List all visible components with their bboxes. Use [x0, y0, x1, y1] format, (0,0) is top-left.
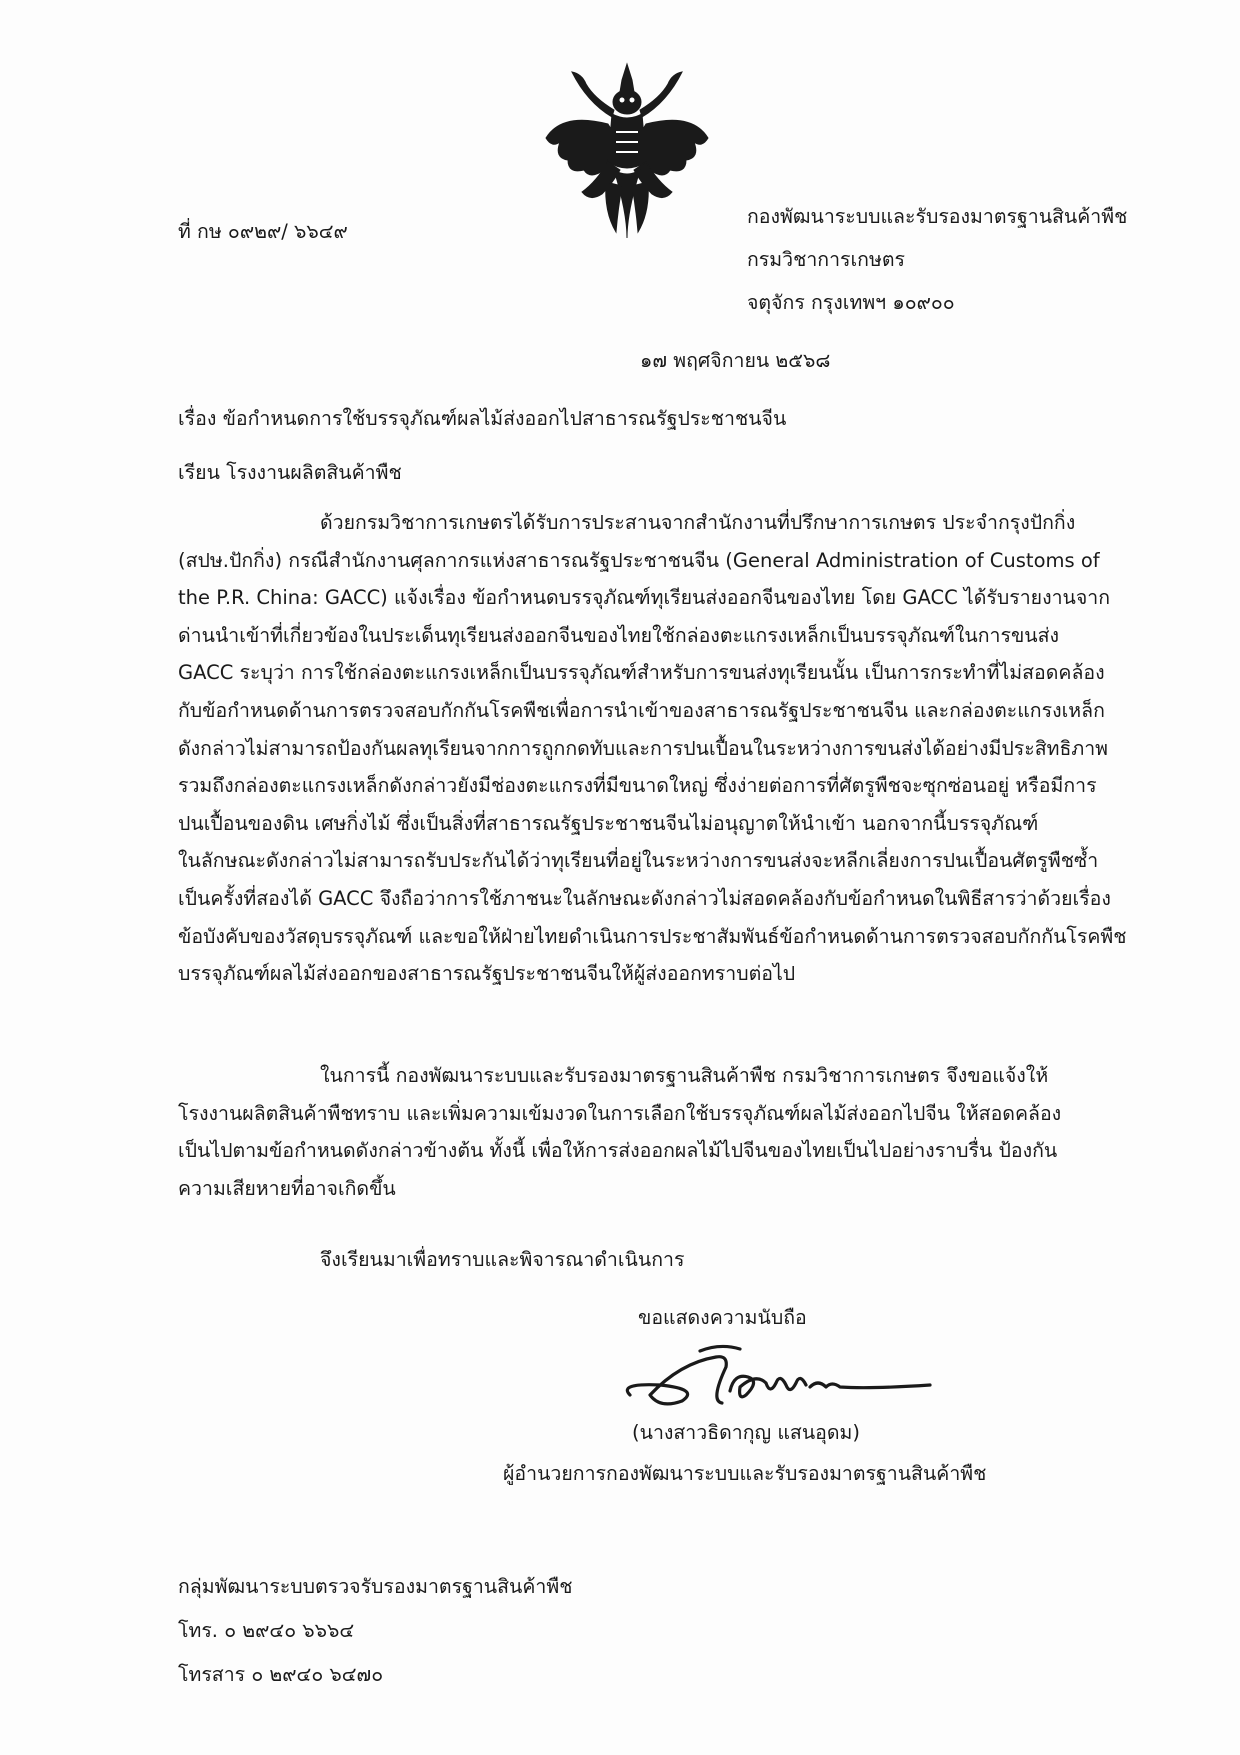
issuer-department: กรมวิชาการเกษตร: [747, 248, 905, 271]
paragraph-line: โรงงานผลิตสินค้าพืชทราบ และเพิ่มความเข้มงวดในการเลือกใช้บรรจุภัณฑ์ผลไม้ส่งออกไปจีน ให้สอดคล้อง: [178, 1101, 1062, 1125]
paragraph-line: เป็นไปตามข้อกำหนดดังกล่าวข้างต้น ทั้งนี้ เพื่อให้การส่งออกผลไม้ไปจีนของไทยเป็นไปอย่างราบรื่น ป้องกัน: [178, 1139, 1058, 1163]
handwritten-signature: [620, 1343, 940, 1413]
signer-title: ผู้อำนวยการกองพัฒนาระบบและรับรองมาตรฐานสินค้าพืช: [503, 1462, 987, 1485]
paragraph-line: the P.R. China: GACC) แจ้งเรื่อง ข้อกำหนดบรรจุภัณฑ์ทุเรียนส่งออกจีนของไทย โดย GACC ได้รับรายงานจาก: [178, 586, 1111, 610]
paragraph-line: บรรจุภัณฑ์ผลไม้ส่งออกของสาธารณรัฐประชาชนจีนให้ผู้ส่งออกทราบต่อไป: [178, 962, 796, 986]
issuer-division: กองพัฒนาระบบและรับรองมาตรฐานสินค้าพืช: [747, 205, 1128, 228]
issuer-address: จตุจักร กรุงเทพฯ ๑๐๙๐๐: [747, 291, 955, 314]
letter-recipient: เรียน โรงงานผลิตสินค้าพืช: [178, 461, 402, 484]
paragraph-line: รวมถึงกล่องตะแกรงเหล็กดังกล่าวยังมีช่องตะแกรงที่มีขนาดใหญ่ ซึ่งง่ายต่อการที่ศัตรูพืชจะซุกซ่อนอยู่ หรือมีการ: [178, 774, 1097, 798]
paragraph-line: ปนเปื้อนของดิน เศษกิ่งไม้ ซึ่งเป็นสิ่งที่สาธารณรัฐประชาชนจีนไม่อนุญาตให้นำเข้า นอกจากนี้บรรจุภัณฑ์: [178, 811, 1039, 835]
paragraph-line: ดังกล่าวไม่สามารถป้องกันผลทุเรียนจากการถูกกดทับและการปนเปื้อนในระหว่างการขนส่งได้อย่างมีประสิทธิภาพ: [178, 736, 1109, 760]
paragraph-line: ข้อบังคับของวัสดุบรรจุภัณฑ์ และขอให้ฝ่ายไทยดำเนินการประชาสัมพันธ์ข้อกำหนดด้านการตรวจสอบกักกันโรคพืช: [178, 924, 1127, 948]
salutation: ขอแสดงความนับถือ: [638, 1306, 807, 1329]
contact-fax: โทรสาร ๐ ๒๙๔๐ ๖๔๗๐: [178, 1663, 384, 1686]
reference-number: ที่ กษ ๐๙๒๙/ ๖๖๔๙: [178, 220, 348, 243]
garuda-emblem-icon: [542, 62, 712, 242]
paragraph-line: GACC ระบุว่า การใช้กล่องตะแกรงเหล็กเป็นบรรจุภัณฑ์สำหรับการขนส่งทุเรียนนั้น เป็นการกระทำที่ไม่สอดคล้อง: [178, 661, 1105, 685]
body-paragraph-2: [178, 1057, 1118, 1207]
paragraph-line: เป็นครั้งที่สองได้ GACC จึงถือว่าการใช้ภาชนะในลักษณะดังกล่าวไม่สอดคล้องกับข้อกำหนดในพิธีสารว่าด้วยเรื่อง: [178, 886, 1111, 910]
signer-name: (นางสาวธิดากุญ แสนอุดม): [632, 1421, 860, 1444]
paragraph-line: ด่านนำเข้าที่เกี่ยวข้องในประเด็นทุเรียนส่งออกจีนของไทยใช้กล่องตะแกรงเหล็กเป็นบรรจุภัณฑ์ในการขนส่ง: [178, 623, 1060, 647]
paragraph-line: ด้วยกรมวิชาการเกษตรได้รับการประสานจากสำนักงานที่ปรึกษาการเกษตร ประจำกรุงปักกิ่ง: [320, 511, 1076, 534]
paragraph-line: กับข้อกำหนดด้านการตรวจสอบกักกันโรคพืชเพื่อการนำเข้าของสาธารณรัฐประชาชนจีน และกล่องตะแกรงเหล็ก: [178, 698, 1105, 722]
paragraph-line: ในการนี้ กองพัฒนาระบบและรับรองมาตรฐานสินค้าพืช กรมวิชาการเกษตร จึงขอแจ้งให้: [320, 1064, 1049, 1087]
paragraph-line: (สปษ.ปักกิ่ง) กรณีสำนักงานศุลกากรแห่งสาธารณรัฐประชาชนจีน (General Administration of Customs of: [178, 548, 1100, 572]
contact-phone: โทร. ๐ ๒๙๔๐ ๖๖๖๔: [178, 1619, 355, 1642]
paragraph-line: ในลักษณะดังกล่าวไม่สามารถรับประกันได้ว่าทุเรียนที่อยู่ในระหว่างการขนส่งจะหลีกเลี่ยงการปนเปื้อนศัตรูพืชซ้ำ: [178, 849, 1099, 873]
closing-request: จึงเรียนมาเพื่อทราบและพิจารณาดำเนินการ: [320, 1248, 685, 1271]
body-paragraph-1: [178, 504, 1127, 993]
letter-subject: เรื่อง ข้อกำหนดการใช้บรรจุภัณฑ์ผลไม้ส่งออกไปสาธารณรัฐประชาชนจีน: [178, 407, 787, 430]
letter-date: ๑๗ พฤศจิกายน ๒๕๖๘: [640, 349, 831, 372]
contact-unit: กลุ่มพัฒนาระบบตรวจรับรองมาตรฐานสินค้าพืช: [178, 1575, 573, 1598]
paragraph-line: ความเสียหายที่อาจเกิดขึ้น: [178, 1176, 396, 1200]
